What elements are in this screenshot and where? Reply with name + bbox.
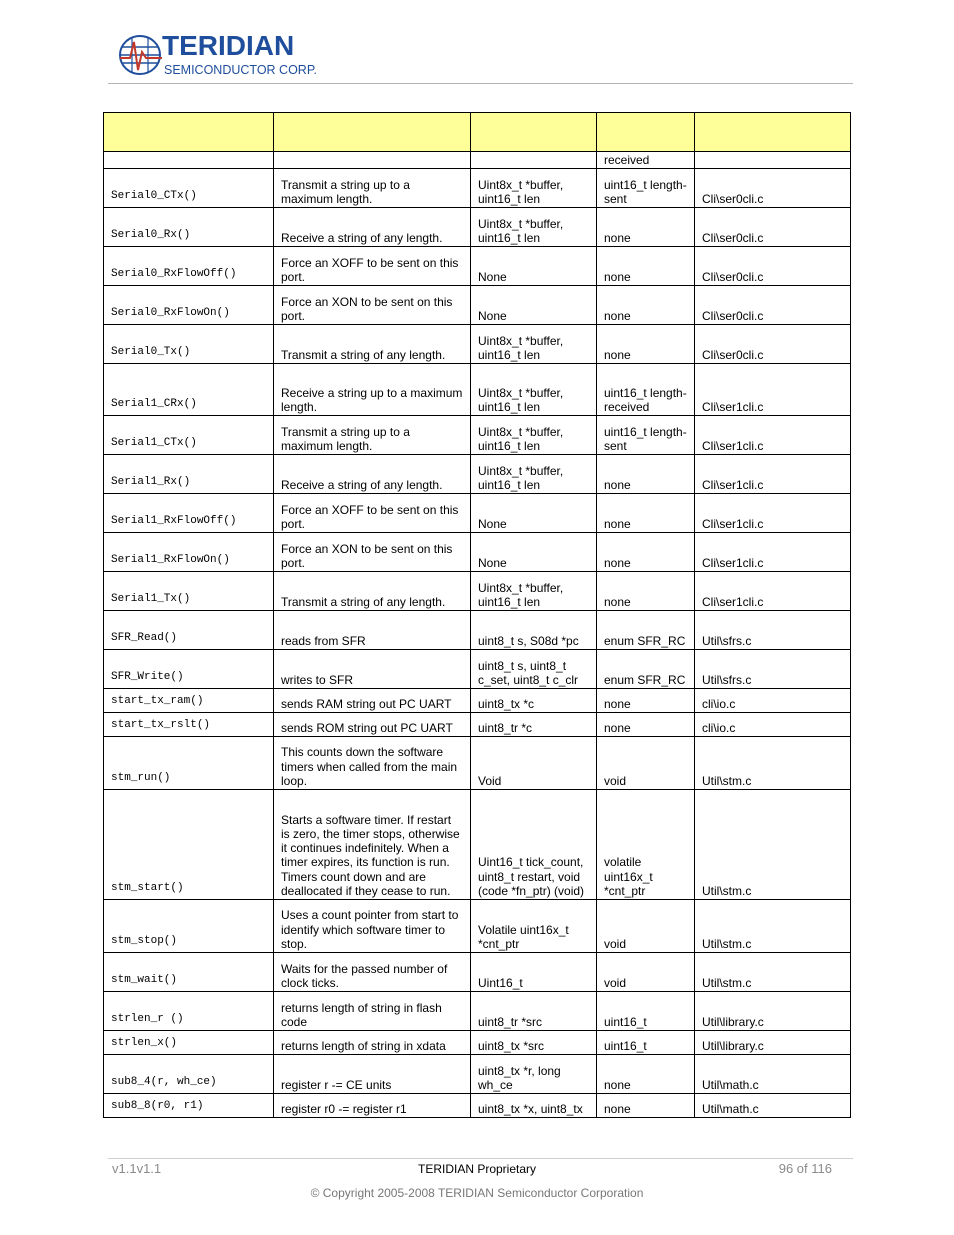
source-file-cell: cli\io.c [695,713,851,737]
footer-page-number: 96 of 116 [778,1161,832,1176]
source-file-cell: Cli\ser0cli.c [695,208,851,247]
table-row [104,325,851,364]
table-row [104,247,851,286]
return-cell: none [597,494,695,533]
description-cell: writes to SFR [274,650,471,689]
arguments-cell: Uint8x_t *buffer, uint16_t len [471,364,597,416]
footer-proprietary: TERIDIAN Proprietary [417,1162,537,1176]
source-file-cell: Util\sfrs.c [695,611,851,650]
function-name-cell: sub8_8(r0, r1) [104,1094,274,1118]
arguments-cell: uint8_tx *x, uint8_tx [471,1094,597,1118]
return-cell: uint16_t length-received [597,364,695,416]
function-name-cell: stm_run() [104,737,274,790]
function-name-cell: Serial1_CRx() [104,364,274,416]
description-cell: Force an XOFF to be sent on this port. [274,494,471,533]
source-file-cell: Util\stm.c [695,790,851,900]
source-file-cell: Cli\ser1cli.c [695,572,851,611]
logo-wordmark: TERIDIAN [162,30,295,61]
return-cell: none [597,689,695,713]
function-name-cell: Serial0_CTx() [104,169,274,208]
source-file-cell: Cli\ser1cli.c [695,533,851,572]
source-file-cell [695,152,851,169]
return-cell: enum SFR_RC [597,650,695,689]
header-cell [471,113,597,152]
description-cell: Force an XOFF to be sent on this port. [274,247,471,286]
table-row [104,152,851,169]
description-cell: Receive a string up to a maximum length. [274,364,471,416]
table-row [104,494,851,533]
function-name-cell: Serial0_Rx() [104,208,274,247]
description-cell: Force an XON to be sent on this port. [274,286,471,325]
table-row [104,953,851,992]
description-cell: Starts a software timer. If restart is zero, the timer stops, otherwise it continues indefinitely. When a timer expires, its function is run. Timers count down and are deallocated if they cease to run. [274,790,471,900]
source-file-cell: Util\math.c [695,1055,851,1094]
table-row [104,900,851,953]
description-cell: Transmit a string of any length. [274,325,471,364]
function-name-cell: stm_start() [104,790,274,900]
function-name-cell: strlen_r () [104,992,274,1031]
description-cell: Receive a string of any length. [274,455,471,494]
table-row [104,737,851,790]
return-cell: none [597,286,695,325]
arguments-cell: None [471,533,597,572]
table-row [104,1055,851,1094]
function-name-cell: Serial1_RxFlowOff() [104,494,274,533]
function-name-cell: stm_wait() [104,953,274,992]
header-cell [695,113,851,152]
arguments-cell: uint8_tx *c [471,689,597,713]
arguments-cell: uint8_tr *src [471,992,597,1031]
source-file-cell: Cli\ser1cli.c [695,494,851,533]
logo-subtext: SEMICONDUCTOR CORP. [164,63,318,77]
source-file-cell: Cli\ser1cli.c [695,455,851,494]
description-cell: register r0 -= register r1 [274,1094,471,1118]
description-cell: Transmit a string up to a maximum length. [274,169,471,208]
table-row [104,169,851,208]
arguments-cell: Uint8x_t *buffer, uint16_t len [471,455,597,494]
return-cell: volatile uint16x_t *cnt_ptr [597,790,695,900]
table-row [104,650,851,689]
description-cell: sends ROM string out PC UART [274,713,471,737]
source-file-cell: Cli\ser0cli.c [695,247,851,286]
table-row [104,992,851,1031]
teridian-logo [116,30,326,80]
source-file-cell: Cli\ser1cli.c [695,364,851,416]
function-name-cell: Serial1_RxFlowOn() [104,533,274,572]
logo-emblem-icon [120,36,162,74]
return-cell: none [597,1055,695,1094]
source-file-cell: Cli\ser0cli.c [695,169,851,208]
table-row [104,455,851,494]
source-file-cell: Util\math.c [695,1094,851,1118]
return-cell: none [597,325,695,364]
arguments-cell: Uint16_t tick_count, uint8_t restart, void (code *fn_ptr) (void) [471,790,597,900]
footer-copyright: © Copyright 2005-2008 TERIDIAN Semiconductor Corporation [310,1186,644,1200]
source-file-cell: Util\stm.c [695,900,851,953]
description-cell: Transmit a string of any length. [274,572,471,611]
arguments-cell: Uint16_t [471,953,597,992]
function-name-cell: start_tx_rslt() [104,713,274,737]
description-cell: Transmit a string up to a maximum length. [274,416,471,455]
source-file-cell: Cli\ser0cli.c [695,325,851,364]
source-file-cell: Util\stm.c [695,737,851,790]
table-row [104,713,851,737]
arguments-cell [471,152,597,169]
table-row [104,364,851,416]
arguments-cell: uint8_t s, S08d *pc [471,611,597,650]
return-cell: none [597,247,695,286]
description-cell: Waits for the passed number of clock ticks. [274,953,471,992]
table-row [104,611,851,650]
description-cell: returns length of string in flash code [274,992,471,1031]
function-name-cell: Serial0_RxFlowOff() [104,247,274,286]
function-name-cell: sub8_4(r, wh_ce) [104,1055,274,1094]
header-rule [108,83,853,84]
return-cell: none [597,533,695,572]
description-cell: Uses a count pointer from start to identify which software timer to stop. [274,900,471,953]
function-name-cell [104,152,274,169]
return-cell: uint16_t length-sent [597,169,695,208]
header-cell [274,113,471,152]
source-file-cell: Cli\ser0cli.c [695,286,851,325]
function-name-cell: Serial0_Tx() [104,325,274,364]
arguments-cell: uint8_tx *src [471,1031,597,1055]
source-file-cell: Util\library.c [695,1031,851,1055]
function-name-cell: Serial1_Tx() [104,572,274,611]
description-cell: Receive a string of any length. [274,208,471,247]
return-cell: void [597,953,695,992]
table-row [104,572,851,611]
return-cell: none [597,713,695,737]
function-name-cell: Serial1_Rx() [104,455,274,494]
table-row [104,1094,851,1118]
description-cell [274,152,471,169]
return-cell: enum SFR_RC [597,611,695,650]
description-cell: reads from SFR [274,611,471,650]
function-name-cell: SFR_Write() [104,650,274,689]
arguments-cell: None [471,494,597,533]
arguments-cell: None [471,286,597,325]
footer-version: v1.1v1.1 [112,1161,162,1176]
description-cell: register r -= CE units [274,1055,471,1094]
function-name-cell: start_tx_ram() [104,689,274,713]
api-function-table [103,112,851,1118]
source-file-cell: Util\stm.c [695,953,851,992]
arguments-cell: Uint8x_t *buffer, uint16_t len [471,572,597,611]
table-row [104,790,851,900]
arguments-cell: Uint8x_t *buffer, uint16_t len [471,416,597,455]
table-row [104,1031,851,1055]
return-cell: none [597,572,695,611]
arguments-cell: Volatile uint16x_t *cnt_ptr [471,900,597,953]
arguments-cell: uint8_tr *c [471,713,597,737]
footer-rule [108,1158,853,1159]
source-file-cell: Cli\ser1cli.c [695,416,851,455]
arguments-cell: None [471,247,597,286]
arguments-cell: uint8_t s, uint8_t c_set, uint8_t c_clr [471,650,597,689]
return-cell: none [597,208,695,247]
description-cell: This counts down the software timers when called from the main loop. [274,737,471,790]
arguments-cell: Uint8x_t *buffer, uint16_t len [471,325,597,364]
table-row [104,416,851,455]
description-cell: returns length of string in xdata [274,1031,471,1055]
arguments-cell: Uint8x_t *buffer, uint16_t len [471,208,597,247]
header-cell [104,113,274,152]
function-name-cell: stm_stop() [104,900,274,953]
table-header-row [104,113,851,152]
source-file-cell: Util\sfrs.c [695,650,851,689]
function-name-cell: strlen_x() [104,1031,274,1055]
source-file-cell: Util\library.c [695,992,851,1031]
table-row [104,286,851,325]
source-file-cell: cli\io.c [695,689,851,713]
return-cell: uint16_t [597,1031,695,1055]
function-name-cell: Serial1_CTx() [104,416,274,455]
arguments-cell: Void [471,737,597,790]
return-cell: none [597,1094,695,1118]
return-cell: uint16_t length-sent [597,416,695,455]
return-cell: void [597,737,695,790]
description-cell: sends RAM string out PC UART [274,689,471,713]
arguments-cell: uint8_tx *r, long wh_ce [471,1055,597,1094]
header-cell [597,113,695,152]
description-cell: Force an XON to be sent on this port. [274,533,471,572]
arguments-cell: Uint8x_t *buffer, uint16_t len [471,169,597,208]
return-cell: received [597,152,695,169]
return-cell: uint16_t [597,992,695,1031]
return-cell: void [597,900,695,953]
return-cell: none [597,455,695,494]
table-row [104,533,851,572]
table-row [104,689,851,713]
table-row [104,208,851,247]
function-name-cell: Serial0_RxFlowOn() [104,286,274,325]
function-name-cell: SFR_Read() [104,611,274,650]
